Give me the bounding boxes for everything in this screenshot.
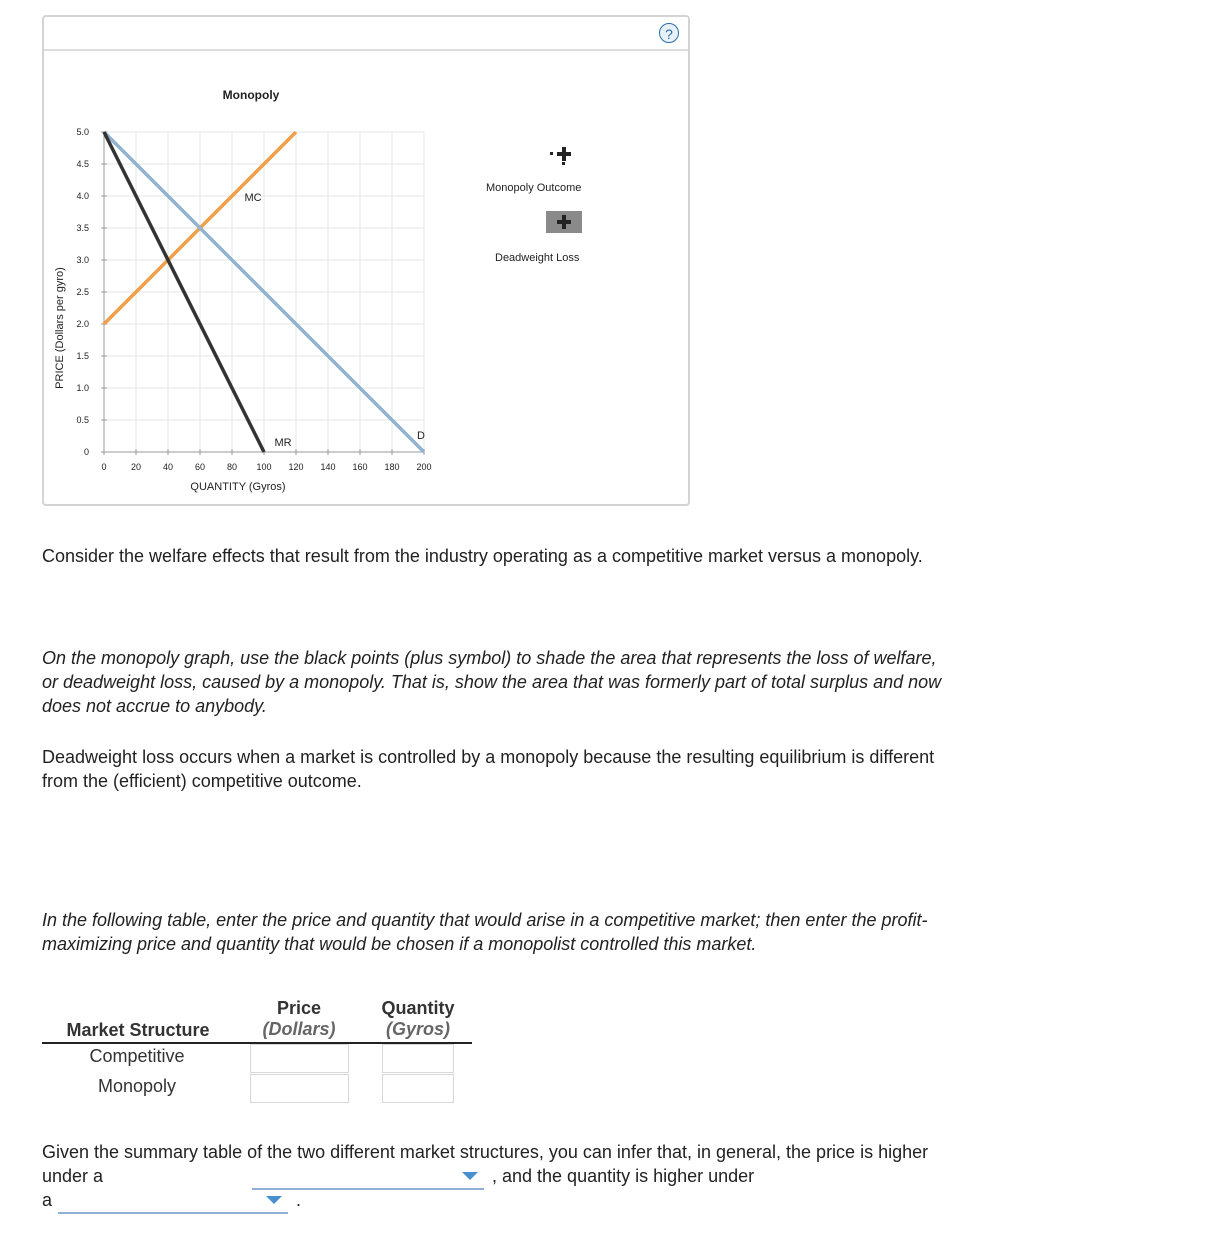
quantity-header-unit: (Gyros) xyxy=(385,1019,450,1039)
y-tick-label: 4.5 xyxy=(76,159,89,169)
y-tick-label: 3.5 xyxy=(76,223,89,233)
monopoly-chart[interactable] xyxy=(0,0,1212,510)
y-tick-label: 1.0 xyxy=(76,383,89,393)
x-tick-label: 40 xyxy=(162,462,174,472)
chevron-down-icon xyxy=(462,1172,478,1180)
y-tick-label: 5.0 xyxy=(76,127,89,137)
monopoly-quantity-input[interactable] xyxy=(382,1074,454,1103)
summary-part-3: a xyxy=(42,1190,53,1210)
y-tick-label: 2.5 xyxy=(76,287,89,297)
mr-label: MR xyxy=(274,437,292,449)
x-tick-label: 200 xyxy=(416,462,432,472)
col-header-quantity xyxy=(370,998,466,1040)
deadweight-loss-label: Deadweight Loss xyxy=(495,252,580,264)
x-tick-label: 80 xyxy=(226,462,238,472)
row-label-competitive: Competitive xyxy=(89,1046,185,1066)
price-higher-dropdown[interactable] xyxy=(252,1170,484,1190)
deadweight-statement: Deadweight loss occurs when a market is controlled by a monopoly because the resulting equilibrium is different from the (efficient) competitive outcome. xyxy=(42,747,935,791)
x-tick-label: 100 xyxy=(256,462,272,472)
help-icon[interactable]: ? xyxy=(659,23,679,43)
y-tick-label: 0.5 xyxy=(76,415,89,425)
y-tick-label: 1.5 xyxy=(76,351,89,361)
y-tick-label: 4.0 xyxy=(76,191,89,201)
deadweight-loss-tool[interactable] xyxy=(546,211,582,233)
row-label-monopoly: Monopoly xyxy=(97,1076,177,1096)
chart-title: Monopoly xyxy=(222,88,280,102)
instruction-table: In the following table, enter the price and quantity that would arise in a competitive market; then enter the profit-maximizing price and quantity that would be chosen if a monopolist controlled this market. xyxy=(42,910,928,954)
monopoly-outcome-label: Monopoly Outcome xyxy=(486,182,582,194)
x-tick-label: 180 xyxy=(384,462,400,472)
x-tick-label: 0 xyxy=(101,462,107,472)
x-tick-label: 120 xyxy=(288,462,304,472)
mc-label: MC xyxy=(244,192,262,204)
quantity-higher-dropdown[interactable] xyxy=(58,1194,288,1214)
y-axis-label: PRICE (Dollars per gyro) xyxy=(54,267,66,389)
x-tick-label: 160 xyxy=(352,462,368,472)
summary-part-2: , and the quantity is higher under xyxy=(492,1166,755,1186)
x-tick-label: 60 xyxy=(194,462,206,472)
price-header-top: Price xyxy=(276,998,322,1018)
intro-text: Consider the welfare effects that result from the industry operating as a competitive market versus a monopoly. xyxy=(42,546,923,566)
x-tick-label: 20 xyxy=(130,462,142,472)
col-header-price xyxy=(250,998,348,1040)
summary-end: . xyxy=(296,1190,302,1210)
instruction-shading: On the monopoly graph, use the black points (plus symbol) to shade the area that represents the loss of welfare, or deadweight loss, caused by a monopoly. That is, show the area that was formerly part of total surplus and now does not accrue to anybody. xyxy=(42,648,942,716)
plus-icon xyxy=(550,147,571,165)
y-tick-label: 3.0 xyxy=(76,255,89,265)
col-header-market-structure: Market Structure xyxy=(66,1020,210,1040)
quantity-header-top: Quantity xyxy=(381,998,455,1018)
y-tick-label: 2.0 xyxy=(76,319,89,329)
monopoly-outcome-tool[interactable] xyxy=(550,147,571,165)
d-label: D xyxy=(417,430,425,442)
monopoly-price-input[interactable] xyxy=(250,1074,349,1103)
summary-part-1: Given the summary table of the two different market structures, you can infer that, in general, the price is higher under a xyxy=(42,1142,929,1186)
competitive-price-input[interactable] xyxy=(250,1044,349,1073)
chevron-down-icon xyxy=(266,1196,282,1204)
price-header-unit: (Dollars) xyxy=(262,1019,336,1039)
y-tick-label: 0 xyxy=(83,447,89,457)
x-axis-label: QUANTITY (Gyros) xyxy=(190,481,286,493)
x-tick-label: 140 xyxy=(320,462,336,472)
competitive-quantity-input[interactable] xyxy=(382,1044,454,1073)
